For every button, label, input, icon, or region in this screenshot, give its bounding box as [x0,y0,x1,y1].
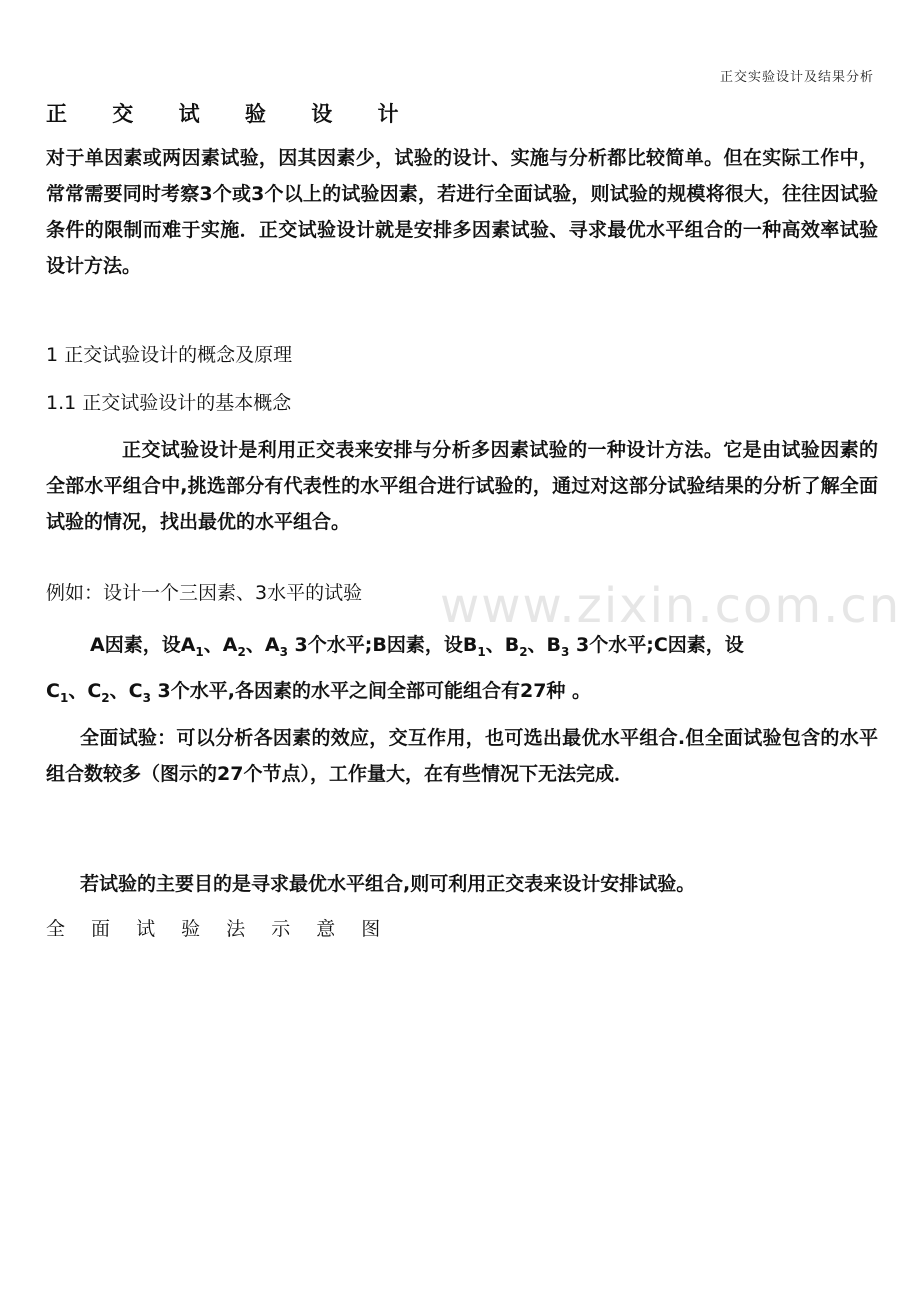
section-heading-1-1: 1.1 正交试验设计的基本概念 [46,392,292,414]
example-intro: 例如：设计一个三因素、3水平的试验 [46,582,363,604]
full-test-paragraph: 全面试验：可以分析各因素的效应，交互作用，也可选出最优水平组合.但全面试验包含的水平组合数较多（图示的27个节点），工作量大，在有些情况下无法完成． [46,727,878,785]
factor-levels-line-2: $C_1$、$C_2$、$C_3$ 3个水平,各因素的水平之间全部可能组合有27种 。 [46,680,592,705]
factor-levels-line-1: A因素，设$A_1$、$A_2$、$A_3$ 3个水平;B因素，设$B_1$、$B_2$、$B_3$ 3个水平;C因素，设 [90,634,744,659]
figure-caption: 全 面 试 验 法 示 意 图 [46,918,391,940]
section-heading-1: 1 正交试验设计的概念及原理 [46,344,293,366]
concept-paragraph: 正交试验设计是利用正交表来安排与分析多因素试验的一种设计方法。它是由试验因素的全部水平组合中,挑选部分有代表性的水平组合进行试验的，通过对这部分试验结果的分析了解全面试验的情况，找出最优的水平组合。 [46,439,878,533]
orthogonal-note: 若试验的主要目的是寻求最优水平组合,则可利用正交表来设计安排试验。 [80,873,696,895]
running-header: 正交实验设计及结果分析 [719,70,874,85]
document-title: 正 交 试 验 设 计 [46,102,418,126]
watermark: www.zixin.com.cn [440,578,902,634]
intro-paragraph: 对于单因素或两因素试验，因其因素少，试验的设计、实施与分析都比较简单。但在实际工作中，常常需要同时考察3个或3个以上的试验因素，若进行全面试验，则试验的规模将很大，往往因试验条件的限制而难于实施．正交试验设计就是安排多因素试验、寻求最优水平组合的一种高效率试验设计方法。 [46,147,878,277]
